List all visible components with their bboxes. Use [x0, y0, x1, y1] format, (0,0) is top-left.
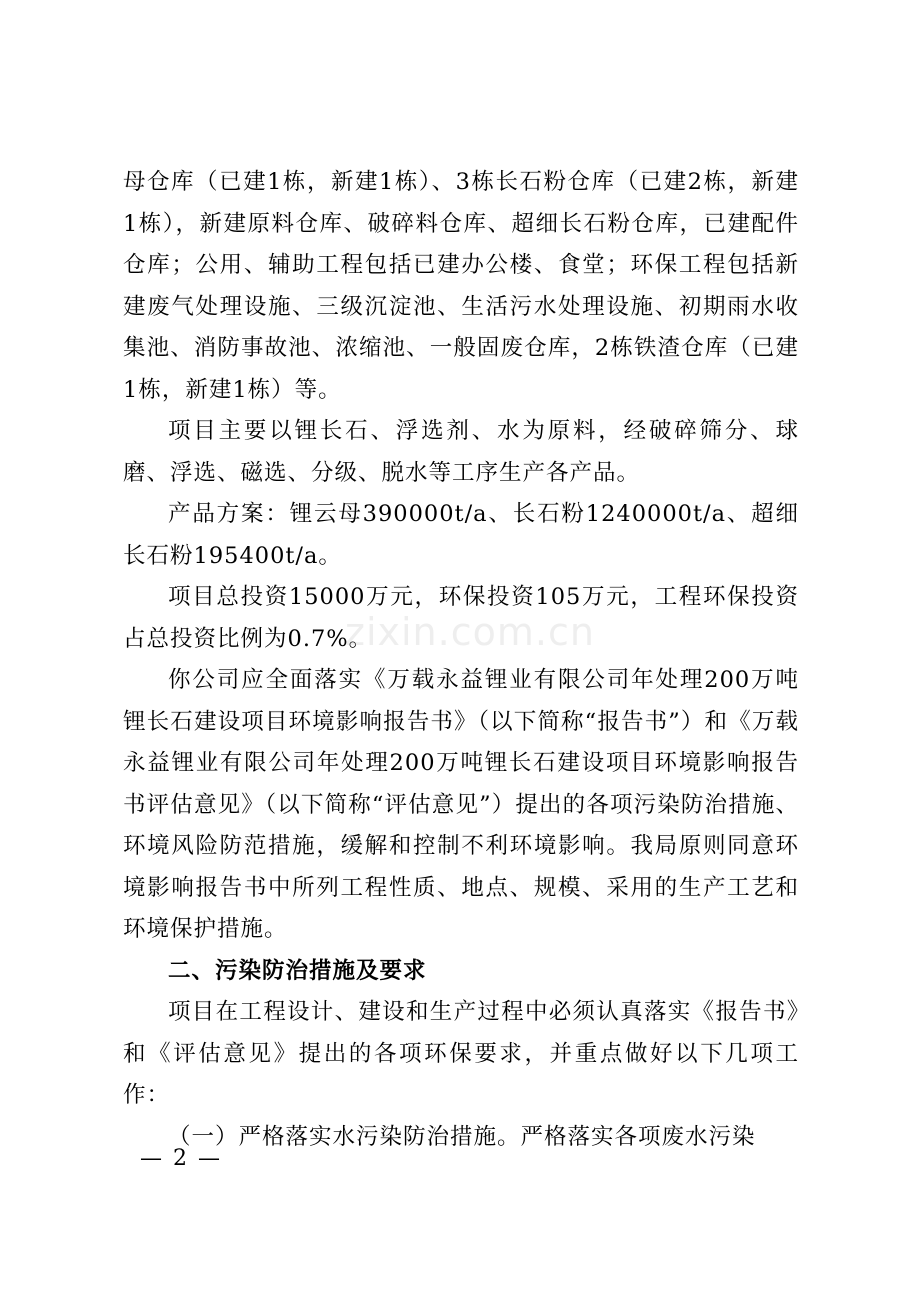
- item-water-pollution: （一）严格落实水污染防治措施。严格落实各项废水污染: [168, 1123, 756, 1150]
- paragraph-requirements: 你公司应全面落实《万载永益锂业有限公司年处理200万吨锂长石建设项目环境影响报告书》（以下简称“报告书”）和《万载永益锂业有限公司年处理200万吨锂长石建设项目环境影响报告书评估意见》（以下简称“评估意见”）提出的各项污染防治措施、环境风险防范措施，缓解和控制不利环境影响。我局原则同意环境影响报告书中所列工程性质、地点、规模、采用的生产工艺和环境保护措施。: [123, 667, 799, 942]
- paragraph-facilities: 母仓库（已建1栋，新建1栋）、3栋长石粉仓库（已建2栋，新建1栋），新建原料仓库、破碎料仓库、超细长石粉仓库，已建配件仓库；公用、辅助工程包括已建办公楼、食堂；环保工程包括新建废气处理设施、三级沉淀池、生活污水处理设施、初期雨水收集池、消防事故池、浓缩池、一般固废仓库，2栋铁渣仓库（已建1栋，新建1栋）等。: [123, 169, 799, 403]
- paragraph-work-items: 项目在工程设计、建设和生产过程中必须认真落实《报告书》和《评估意见》提出的各项环保要求，并重点做好以下几项工作：: [123, 999, 799, 1108]
- document-body: [123, 162, 799, 1158]
- page-number: — 2 —: [140, 1146, 222, 1171]
- section-heading: 二、污染防治措施及要求: [168, 957, 427, 984]
- watermark: zixin.com.cn: [345, 610, 595, 654]
- paragraph-raw-materials: 项目主要以锂长石、浮选剂、水为原料，经破碎筛分、球磨、浮选、磁选、分级、脱水等工序生产各产品。: [123, 418, 799, 486]
- paragraph-investment: 项目总投资15000万元，环保投资105万元，工程环保投资占总投资比例为0.7%。: [123, 584, 799, 652]
- paragraph-product-plan: 产品方案：锂云母390000t/a、长石粉1240000t/a、超细长石粉195400t/a。: [123, 501, 799, 569]
